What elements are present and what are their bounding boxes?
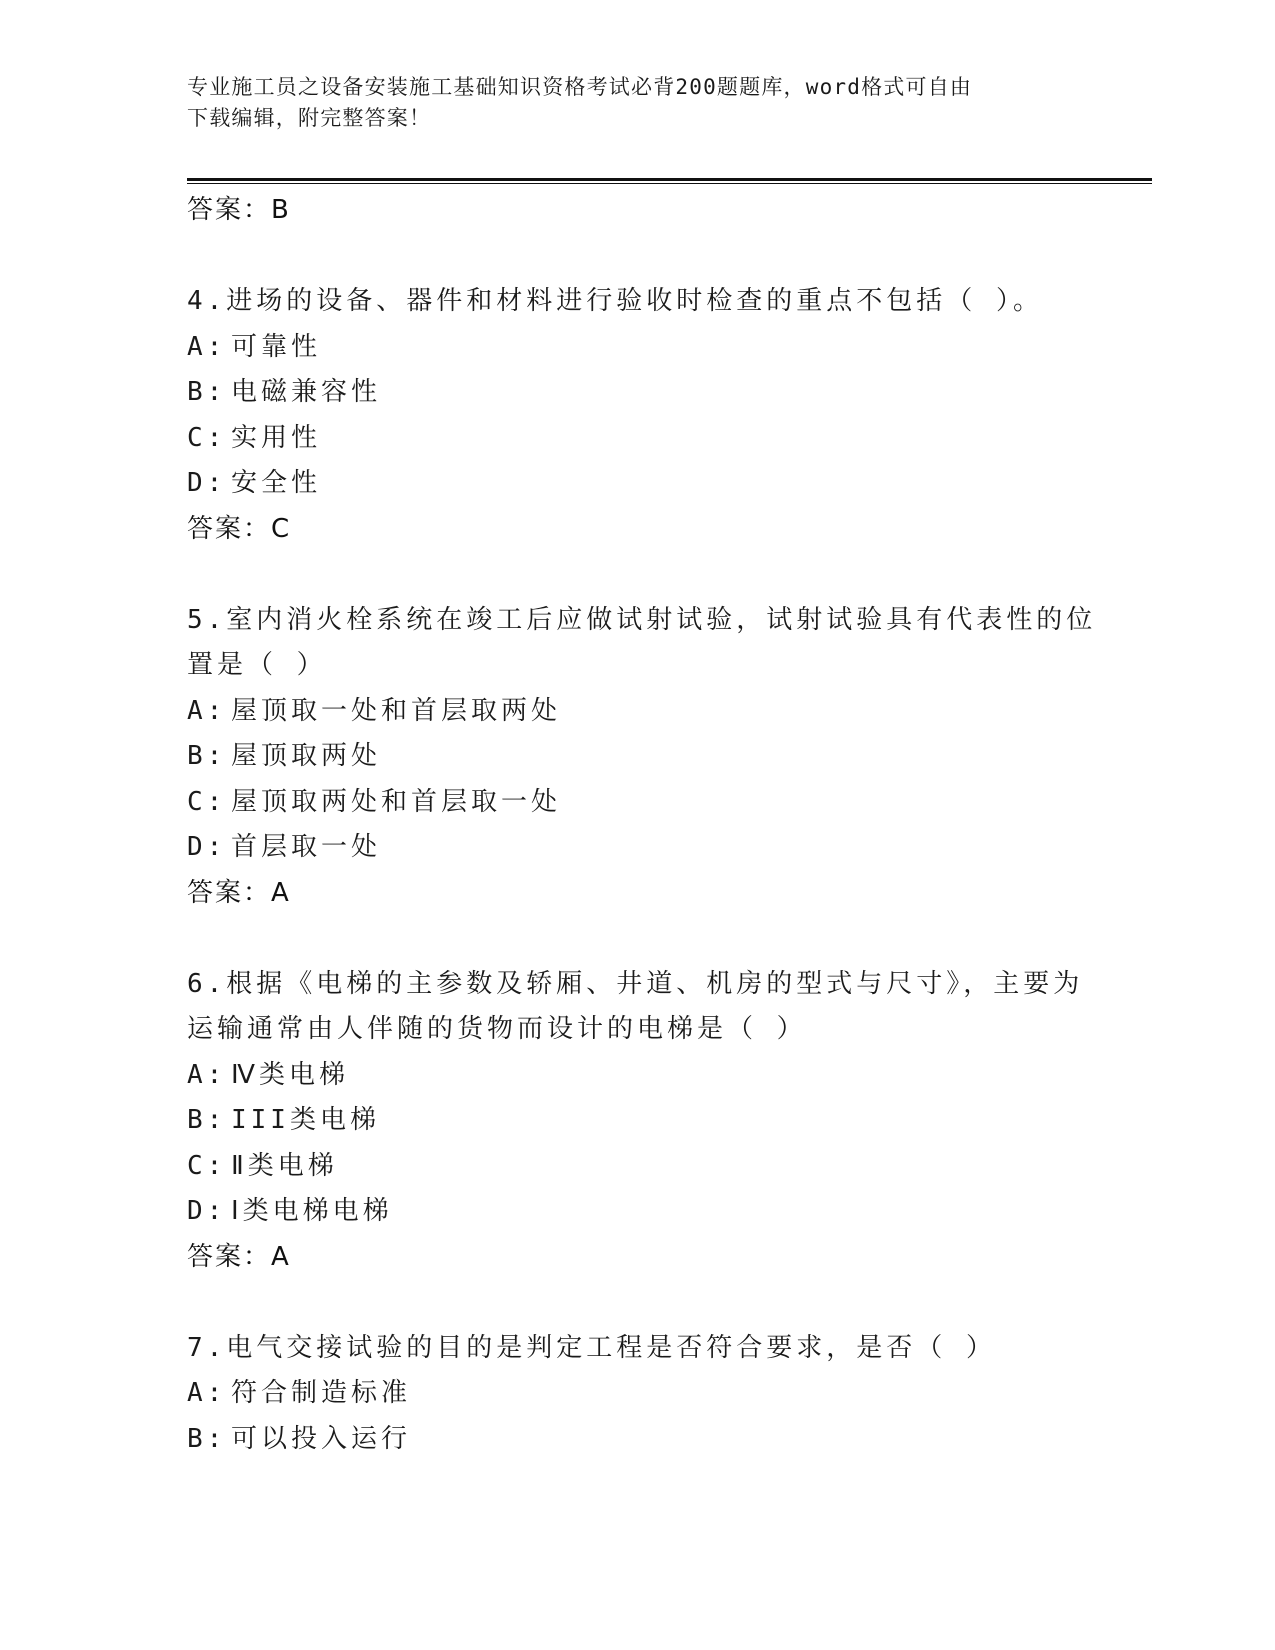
- option-letter: D:: [187, 1196, 227, 1226]
- option-letter: D:: [187, 468, 227, 498]
- option-letter: C:: [187, 422, 227, 453]
- question-stem: 7.电气交接试验的目的是判定工程是否符合要求，是否（ ）: [187, 1332, 996, 1363]
- question-stem: 4.进场的设备、器件和材料进行验收时检查的重点不包括（ ）。: [187, 286, 1043, 316]
- option-b: [187, 734, 1087, 780]
- option-letter: B:: [187, 1105, 227, 1135]
- option-letter: A:: [187, 1378, 227, 1408]
- question-list: [187, 188, 1097, 1462]
- spacer: [187, 916, 1087, 962]
- answer-line: 答案：A: [187, 877, 291, 908]
- question-7: [187, 1326, 1087, 1463]
- question-5: [187, 598, 1097, 917]
- option-text: III类电梯: [231, 1105, 380, 1135]
- option-text: Ⅳ类电梯: [231, 1059, 349, 1090]
- answer-line: 答案：A: [187, 1241, 291, 1272]
- spacer: [187, 234, 1087, 280]
- option-text: Ⅰ类电梯电梯: [231, 1196, 393, 1226]
- previous-answer: 答案：B: [187, 195, 291, 225]
- question-stem-continued: 置是（ ）: [187, 650, 327, 680]
- option-text: 可靠性: [231, 331, 322, 362]
- option-c: [187, 780, 1087, 826]
- option-text: 实用性: [231, 422, 322, 453]
- option-text: 符合制造标准: [231, 1378, 412, 1408]
- option-letter: C:: [187, 1150, 227, 1181]
- option-text: Ⅱ类电梯: [231, 1150, 338, 1181]
- option-letter: A:: [187, 1059, 227, 1090]
- option-b: [187, 370, 1087, 416]
- option-text: 可以投入运行: [231, 1423, 412, 1454]
- option-a: [187, 325, 1087, 371]
- spacer: [187, 552, 1087, 598]
- option-c: [187, 1144, 1087, 1190]
- option-a: [187, 1371, 1087, 1417]
- option-b: [187, 1098, 1087, 1144]
- header-divider-thin: [187, 183, 1152, 184]
- option-letter: C:: [187, 786, 227, 817]
- option-letter: D:: [187, 832, 227, 862]
- document-header: [187, 72, 1087, 134]
- option-a: [187, 689, 1087, 735]
- option-d: [187, 461, 1087, 507]
- spacer: [187, 1280, 1087, 1326]
- question-6: [187, 962, 1087, 1281]
- header-divider-thick: [187, 178, 1152, 181]
- question-stem: 5.室内消火栓系统在竣工后应做试射试验，试射试验具有代表性的位: [187, 604, 1097, 635]
- header-line-1: 专业施工员之设备安装施工基础知识资格考试必背200题题库，word格式可自由: [187, 75, 973, 99]
- option-text: 安全性: [231, 468, 322, 498]
- option-text: 屋顶取两处和首层取一处: [231, 786, 562, 817]
- option-text: 电磁兼容性: [231, 377, 382, 407]
- option-letter: A:: [187, 331, 227, 362]
- option-text: 首层取一处: [231, 832, 382, 862]
- option-letter: B:: [187, 1423, 227, 1454]
- option-text: 屋顶取两处: [231, 741, 382, 771]
- question-4: [187, 279, 1087, 552]
- option-letter: B:: [187, 377, 227, 407]
- option-letter: B:: [187, 741, 227, 771]
- option-b: [187, 1417, 1087, 1463]
- option-a: [187, 1053, 1087, 1099]
- header-line-2: 下载编辑，附完整答案！: [187, 106, 432, 130]
- option-d: [187, 825, 1087, 871]
- question-stem: 6.根据《电梯的主参数及轿厢、井道、机房的型式与尺寸》，主要为: [187, 968, 1084, 999]
- option-c: [187, 416, 1087, 462]
- option-letter: A:: [187, 695, 227, 726]
- answer-line: 答案：C: [187, 513, 292, 544]
- option-d: [187, 1189, 1087, 1235]
- question-stem-continued: 运输通常由人伴随的货物而设计的电梯是（ ）: [187, 1014, 807, 1044]
- option-text: 屋顶取一处和首层取两处: [231, 695, 562, 726]
